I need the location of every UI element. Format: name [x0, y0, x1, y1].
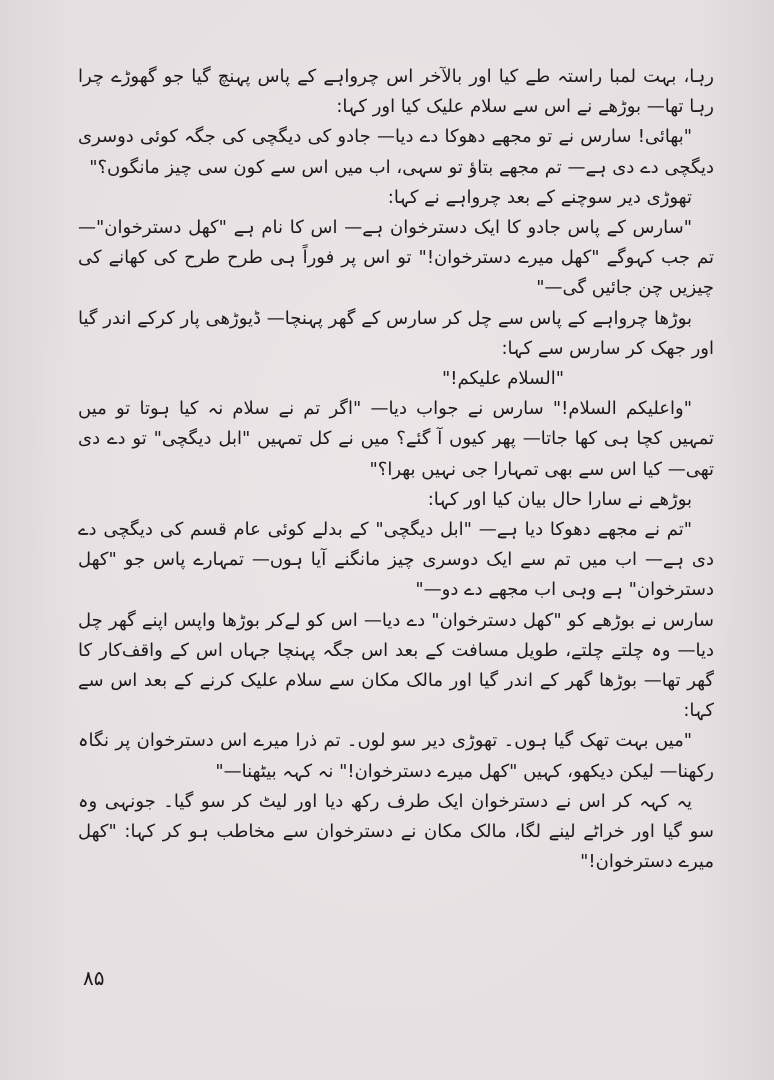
page-number: ۸۵ — [83, 966, 105, 990]
paragraph-12: یہ کہہ کر اس نے دسترخوان ایک طرف رکھ دیا اور لیٹ کر سو گیا۔ جونہی وہ سو گیا اور خراٹے لینے لگا، مالک مکان نے دسترخوان سے مخاطب ہو کر کہا: "کھل میرے دسترخوان!" — [78, 790, 714, 873]
paragraph-6: "السلام علیکم!" — [442, 368, 564, 390]
paragraph-3: تھوڑی دیر سوچنے کے بعد چرواہے نے کہا: — [387, 186, 692, 208]
page-body-text — [78, 62, 714, 877]
paragraph-8: بوڑھے نے سارا حال بیان کیا اور کہا: — [427, 488, 692, 510]
paragraph-5: بوڑھا چرواہے کے پاس سے چل کر سارس کے گھر پہنچا— ڈیوڑھی پار کرکے اندر گیا اور جھک کر سارس سے کہا: — [78, 307, 714, 359]
paragraph-10: سارس نے بوڑھے کو "کھل دسترخوان" دے دیا— اس کو لےکر بوڑھا واپس اپنے گھر چل دیا— وہ چلتے چلتے، طویل مسافت کے بعد اس جگہ پہنچا جہاں اس کے واقف‌کار کا گھر تھا— بوڑھا گھر کے اندر گیا اور مالک مکان سے سلام علیک کرنے کے بعد اس سے کہا: — [78, 609, 714, 722]
paragraph-11: "میں بہت تھک گیا ہوں۔ تھوڑی دیر سو لوں۔ تم ذرا میرے اس دسترخوان پر نگاہ رکھنا— لیکن دیکھو، کہیں "کھل میرے دسترخوان!" نہ کہہ بیٹھنا—" — [78, 730, 714, 782]
paragraph-4: "سارس کے پاس جادو کا ایک دسترخوان ہے— اس کا نام ہے "کھل دسترخوان"— تم جب کہوگے "کھل میرے دسترخوان!" تو اس پر فوراً ہی طرح طرح کی کھانے کی چیزیں چن جائیں گی—" — [78, 217, 714, 299]
paragraph-9: "تم نے مجھے دھوکا دیا ہے— "ابل دیگچی" کے بدلے کوئی عام قسم کی دیگچی دے دی ہے— اب میں تم سے ایک دوسری چیز مانگنے آیا ہوں— تمہارے پاس جو "کھل دسترخوان" ہے وہی اب مجھے دے دو—" — [78, 519, 714, 601]
paragraph-7: "واعلیکم السلام!" سارس نے جواب دیا— "اگر تم نے سلام نہ کیا ہوتا تو میں تمہیں کچا ہی کھا جاتا— پھر کیوں آ گئے؟ میں نے کل تمہیں "ابل دیگچی" تو دے دی تھی— کیا اس سے بھی تمہارا جی نہیں بھرا؟" — [78, 398, 714, 480]
paragraph-1: رہا، بہت لمبا راستہ طے کیا اور بالآخر اس چرواہے کے پاس پہنچ گیا جو گھوڑے چرا رہا تھا— بوڑھے نے اس سے سلام علیک کیا اور کہا: — [78, 66, 714, 118]
paragraph-2: "بھائی! سارس نے تو مجھے دھوکا دے دیا— جادو کی دیگچی کی جگہ کوئی دوسری دیگچی دے دی ہے— تم مجھے بتاؤ تو سہی، اب میں اس سے کون سی چیز مانگوں؟" — [78, 126, 714, 178]
